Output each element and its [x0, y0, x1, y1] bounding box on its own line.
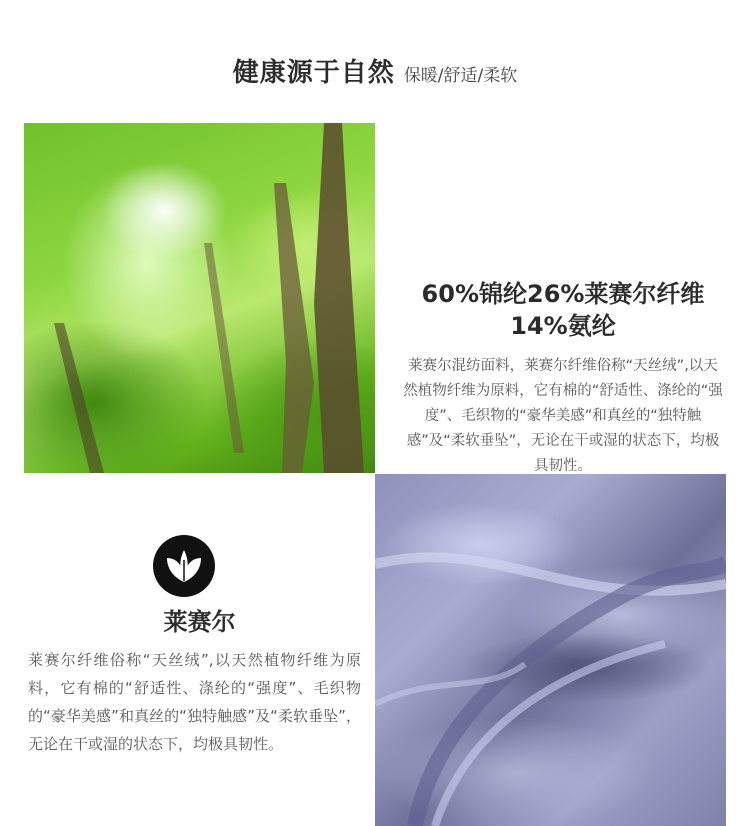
fabric-composition-title-line1: 60%锦纶26%莱赛尔纤维 [421, 280, 705, 308]
silk-fabric-photo [375, 474, 726, 826]
page-subtitle: 保暖/舒适/柔软 [403, 66, 518, 86]
silk-folds-graphic [375, 474, 726, 826]
fabric-composition-block [398, 278, 728, 479]
leaf-icon [153, 535, 215, 597]
page-title: 健康源于自然 [232, 58, 395, 88]
tree-trunks-graphic [24, 123, 375, 473]
lyocell-title: 莱赛尔 [163, 608, 236, 636]
page-header [0, 52, 750, 89]
lyocell-description: 莱赛尔纤维俗称“天丝绒”,以天然植物纤维为原料，它有棉的“舒适性、涤纶的“强度”、毛织物的“豪华美感”和真丝的“独特触感”及“柔软垂坠”，无论在干或湿的状态下，均极具韧性。 [28, 651, 361, 753]
fabric-composition-title-line2: 14%氨纶 [510, 312, 616, 340]
fabric-composition-description: 莱赛尔混纺面料，莱赛尔纤维俗称“天丝绒”,以天然植物纤维为原料，它有棉的“舒适性、涤纶的“强度”、毛织物的“豪华美感”和真丝的“独特触感”及“柔软垂坠”，无论在干或湿的状态下，均极具韧性。 [403, 358, 723, 474]
forest-canopy-photo [24, 123, 375, 473]
